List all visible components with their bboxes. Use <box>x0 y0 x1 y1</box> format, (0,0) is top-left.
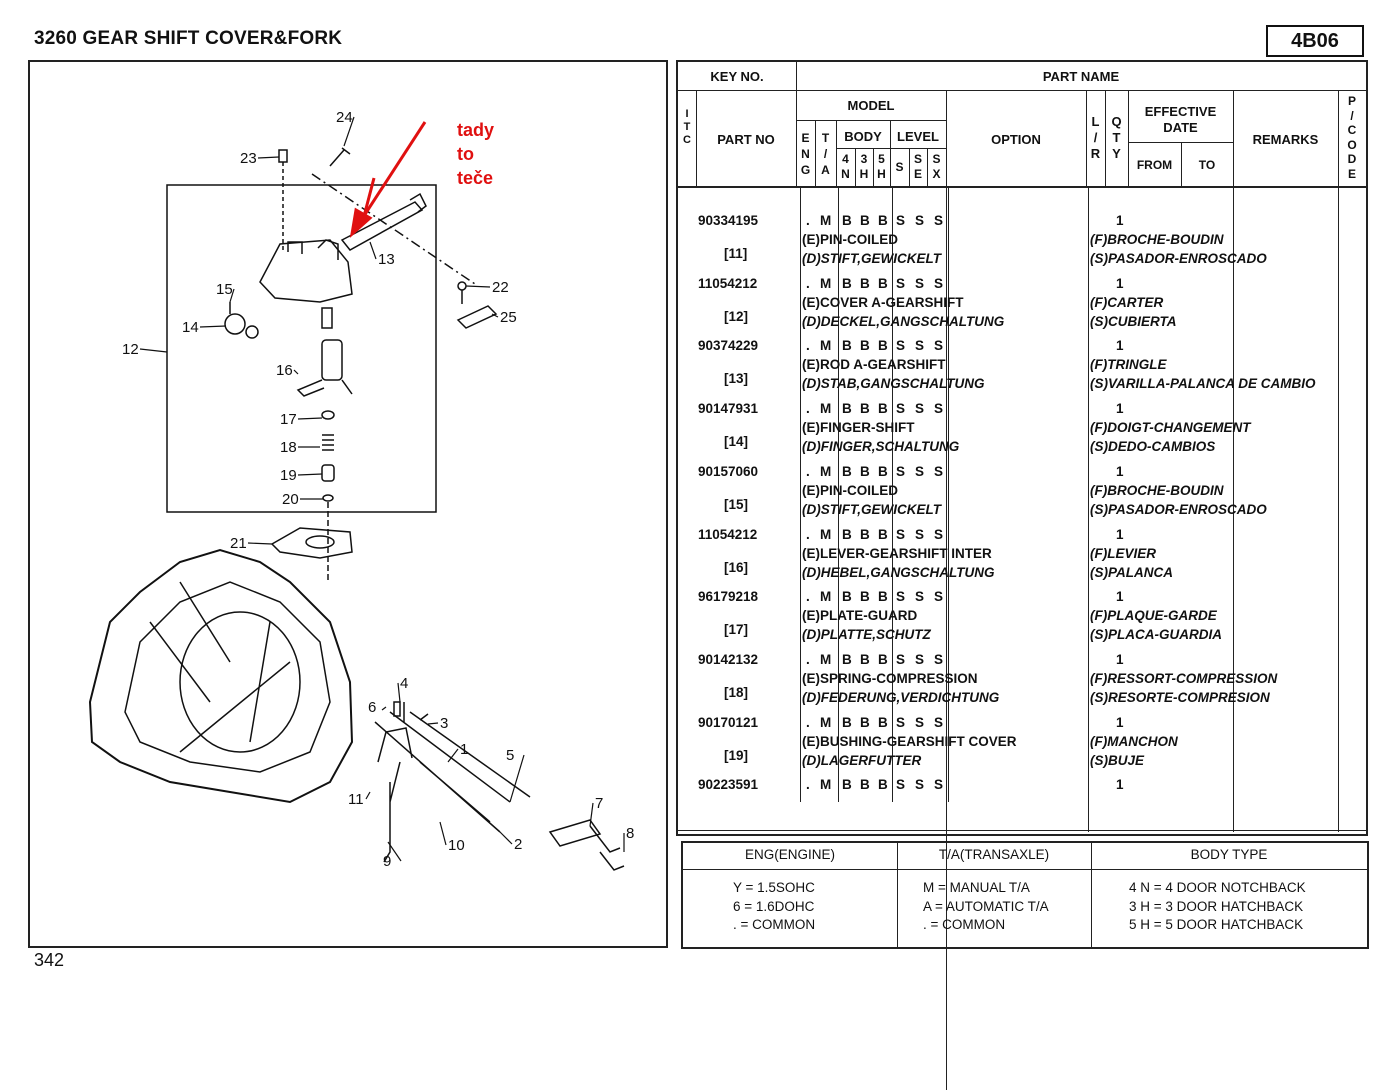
model-code: . <box>806 526 810 542</box>
table-row <box>678 586 1366 648</box>
callout-23: 23 <box>240 150 257 167</box>
model-code: S <box>915 777 925 793</box>
model-code: . <box>806 651 810 667</box>
table-row <box>678 524 1366 586</box>
model-code: B <box>878 589 888 605</box>
header-part-no: PART NO <box>717 132 775 147</box>
table-row <box>678 649 1366 711</box>
model-code: . <box>806 777 810 793</box>
legend-body-title: BODY TYPE <box>1190 847 1268 862</box>
model-code: S <box>915 714 925 730</box>
header-remarks: REMARKS <box>1252 132 1319 147</box>
callout-10: 10 <box>448 837 465 854</box>
key-number: [19] <box>724 747 749 763</box>
model-code: S <box>915 463 925 479</box>
model-code: B <box>878 401 888 417</box>
model-code: M <box>820 589 832 605</box>
header-model: MODEL <box>847 98 895 113</box>
header-qty: Q T Y <box>1111 114 1122 161</box>
name-german: (D)FEDERUNG,VERDICHTUNG <box>802 689 1000 705</box>
key-number: [17] <box>724 622 749 638</box>
callout-24: 24 <box>336 109 353 126</box>
callout-22: 22 <box>492 279 509 296</box>
key-number: [18] <box>724 684 749 700</box>
legend-line: 6 = 1.6DOHC <box>733 898 815 914</box>
callout-8: 8 <box>626 825 635 842</box>
quantity: 1 <box>1116 401 1124 417</box>
legend-transaxle <box>897 843 1091 947</box>
callout-13: 13 <box>378 251 395 268</box>
header-part-name: PART NAME <box>1042 69 1120 84</box>
model-code: B <box>878 714 888 730</box>
callout-6: 6 <box>368 699 377 716</box>
name-english: (E)PIN-COILED <box>802 482 898 498</box>
name-english: (E)ROD A-GEARSHIFT <box>802 357 946 373</box>
model-code: B <box>842 275 852 291</box>
model-code: . <box>806 589 810 605</box>
model-code: B <box>860 213 870 228</box>
name-spanish: (S)PASADOR-ENROSCADO <box>1090 501 1267 517</box>
model-code: . <box>806 213 810 228</box>
name-german: (D)STAB,GANGSCHALTUNG <box>802 376 985 392</box>
callout-7: 7 <box>595 795 604 812</box>
part-number: 90374229 <box>698 338 759 354</box>
model-code: B <box>860 275 870 291</box>
model-code: S <box>934 213 944 228</box>
table-row <box>678 774 1366 836</box>
model-code: B <box>860 338 870 354</box>
legend-line: Y = 1.5SOHC <box>733 880 815 895</box>
key-number: [12] <box>724 308 749 324</box>
annotation-line: tady <box>457 120 495 140</box>
model-code: B <box>878 651 888 667</box>
name-spanish: (S)BUJE <box>1090 752 1145 768</box>
quantity: 1 <box>1116 651 1124 667</box>
model-code: S <box>934 651 944 667</box>
model-code: B <box>860 651 870 667</box>
key-number: [16] <box>724 559 749 575</box>
callout-2: 2 <box>514 836 523 853</box>
model-code: B <box>842 777 852 793</box>
name-french: (F)PLAQUE-GARDE <box>1090 608 1217 624</box>
header-picode: P / C O D E <box>1347 94 1357 181</box>
model-code: B <box>860 463 870 479</box>
header-itc: I T C <box>683 108 691 146</box>
legend-engine <box>683 843 897 947</box>
table-row <box>678 210 1366 272</box>
handwritten-annotation <box>457 118 494 190</box>
header-from: FROM <box>1136 158 1173 172</box>
header-effective-date: EFFECTIVE DATE <box>1144 104 1217 135</box>
header-eng: E N G <box>800 131 811 177</box>
model-code: M <box>820 714 832 730</box>
model-code: S <box>896 275 906 291</box>
name-english: (E)LEVER-GEARSHIFT INTER <box>802 545 992 561</box>
header-lr: L / R <box>1090 114 1101 161</box>
parts-table <box>676 60 1368 836</box>
name-french: (F)RESSORT-COMPRESSION <box>1090 670 1278 686</box>
name-german: (D)STIFT,GEWICKELT <box>802 251 941 266</box>
page-number: 342 <box>34 950 65 970</box>
header-to: TO <box>1198 158 1216 172</box>
callout-17: 17 <box>280 411 297 428</box>
model-code: B <box>842 651 852 667</box>
model-code: S <box>896 777 906 793</box>
name-spanish: (S)RESORTE-COMPRESION <box>1090 689 1270 705</box>
callout-3: 3 <box>440 715 449 732</box>
model-code: B <box>860 777 870 793</box>
name-spanish: (S)PALANCA <box>1090 564 1173 580</box>
page-title: 3260 GEAR SHIFT COVER&FORK <box>34 28 343 49</box>
annotation-line: to <box>457 144 474 164</box>
model-code: M <box>820 338 832 354</box>
name-german: (D)HEBEL,GANGSCHALTUNG <box>802 564 995 580</box>
name-german: (D)DECKEL,GANGSCHALTUNG <box>802 313 1005 329</box>
model-code: S <box>896 589 906 605</box>
quantity: 1 <box>1116 463 1124 479</box>
legend-engine-title: ENG(ENGINE) <box>744 847 835 862</box>
model-code: B <box>878 338 888 354</box>
model-code: S <box>934 463 944 479</box>
model-code: . <box>806 401 810 417</box>
part-number: 11054212 <box>698 526 758 542</box>
name-french: (F)CARTER <box>1090 294 1164 310</box>
model-code: S <box>915 213 925 228</box>
key-number: [14] <box>724 434 749 450</box>
legend-line: 4 N = 4 DOOR NOTCHBACK <box>1129 880 1306 895</box>
legend-line: 5 H = 5 DOOR HATCHBACK <box>1129 917 1304 932</box>
model-code: B <box>842 463 852 479</box>
model-code: S <box>915 526 925 542</box>
part-number: 90142132 <box>698 651 759 667</box>
model-code: S <box>915 651 925 667</box>
model-code: S <box>915 275 925 291</box>
name-english: (E)COVER A-GEARSHIFT <box>802 294 964 310</box>
model-code: . <box>806 714 810 730</box>
name-german: (D)PLATTE,SCHUTZ <box>802 627 931 643</box>
legend-body-type <box>1091 843 1367 947</box>
name-german: (D)LAGERFUTTER <box>802 752 922 768</box>
annotation-line: teče <box>457 168 494 188</box>
quantity: 1 <box>1116 338 1124 354</box>
model-code: S <box>896 338 906 354</box>
model-code: M <box>820 275 832 291</box>
code-legend <box>681 841 1369 949</box>
legend-line: . = COMMON <box>923 917 1006 932</box>
quantity: 1 <box>1116 714 1124 730</box>
model-code: S <box>934 589 944 605</box>
model-code: S <box>915 589 925 605</box>
callout-1: 1 <box>460 741 469 758</box>
part-number: 90147931 <box>698 401 759 417</box>
legend-line: M = MANUAL T/A <box>923 880 1030 895</box>
model-code: S <box>896 526 906 542</box>
model-code: S <box>934 526 944 542</box>
name-spanish: (S)CUBIERTA <box>1090 313 1177 329</box>
callout-5: 5 <box>506 747 515 764</box>
callout-15: 15 <box>216 281 233 298</box>
name-french: (F)BROCHE-BOUDIN <box>1090 482 1224 498</box>
name-english: (E)SPRING-COMPRESSION <box>802 670 978 686</box>
callout-21: 21 <box>230 535 247 552</box>
model-code: B <box>842 714 852 730</box>
name-french: (F)BROCHE-BOUDIN <box>1090 232 1224 247</box>
model-code: B <box>878 213 888 228</box>
quantity: 1 <box>1116 589 1124 605</box>
table-row <box>678 712 1366 774</box>
model-code: S <box>934 777 944 793</box>
model-code: M <box>820 401 832 417</box>
model-code: B <box>860 526 870 542</box>
header-key-no: KEY NO. <box>710 69 764 84</box>
name-french: (F)DOIGT-CHANGEMENT <box>1090 420 1251 436</box>
key-number: [13] <box>724 371 749 387</box>
model-code: S <box>934 338 944 354</box>
part-number: 90170121 <box>698 714 759 730</box>
legend-line: A = AUTOMATIC T/A <box>923 898 1049 914</box>
name-spanish: (S)PASADOR-ENROSCADO <box>1090 251 1267 266</box>
model-code: M <box>820 777 832 793</box>
model-code: B <box>860 714 870 730</box>
legend-line: 3 H = 3 DOOR HATCHBACK <box>1129 898 1304 914</box>
name-english: (E)PIN-COILED <box>802 232 898 247</box>
name-french: (F)LEVIER <box>1090 545 1156 561</box>
callout-9: 9 <box>383 853 392 870</box>
model-code: B <box>842 526 852 542</box>
name-english: (E)BUSHING-GEARSHIFT COVER <box>802 733 1017 749</box>
legend-transaxle-title: T/A(TRANSAXLE) <box>938 847 1050 862</box>
model-code: M <box>820 463 832 479</box>
header-ta: T / A <box>821 131 830 177</box>
model-code: B <box>878 526 888 542</box>
quantity: 1 <box>1116 777 1124 793</box>
table-row <box>678 335 1366 397</box>
model-code: B <box>842 338 852 354</box>
quantity: 1 <box>1116 213 1124 228</box>
part-number: 96179218 <box>698 589 759 605</box>
header-5h: 5 H <box>877 152 886 181</box>
section-code: 4B06 <box>1266 25 1364 57</box>
callout-19: 19 <box>280 467 297 484</box>
header-3h: 3 H <box>859 152 869 181</box>
model-code: . <box>806 463 810 479</box>
model-code: M <box>820 651 832 667</box>
callout-25: 25 <box>500 309 517 326</box>
legend-line: . = COMMON <box>733 917 816 932</box>
name-german: (D)FINGER,SCHALTUNG <box>802 439 960 455</box>
table-row <box>678 398 1366 460</box>
red-arrow-icon <box>30 62 666 946</box>
model-code: S <box>934 714 944 730</box>
callout-20: 20 <box>282 491 299 508</box>
table-row <box>678 273 1366 335</box>
name-english: (E)FINGER-SHIFT <box>802 420 915 436</box>
key-number: [15] <box>724 496 749 512</box>
model-code: B <box>860 589 870 605</box>
name-spanish: (S)PLACA-GUARDIA <box>1090 627 1222 643</box>
header-se: S E <box>913 152 922 181</box>
header-body: BODY <box>844 129 882 144</box>
name-german: (D)STIFT,GEWICKELT <box>802 501 941 517</box>
model-code: B <box>842 589 852 605</box>
model-code: B <box>878 463 888 479</box>
model-code: B <box>842 401 852 417</box>
model-code: S <box>934 275 944 291</box>
model-code: B <box>860 401 870 417</box>
quantity: 1 <box>1116 526 1124 542</box>
model-code: S <box>934 401 944 417</box>
header-option: OPTION <box>991 132 1041 147</box>
name-french: (F)MANCHON <box>1090 733 1178 749</box>
callout-14: 14 <box>182 319 199 336</box>
key-number: [11] <box>724 246 748 261</box>
model-code: S <box>896 463 906 479</box>
model-code: S <box>896 714 906 730</box>
callout-12: 12 <box>122 341 139 358</box>
model-code: S <box>896 401 906 417</box>
model-code: S <box>915 401 925 417</box>
model-code: S <box>896 213 906 228</box>
model-code: B <box>842 213 852 228</box>
name-english: (E)PLATE-GUARD <box>802 608 918 624</box>
part-number: 90334195 <box>698 213 759 228</box>
model-code: . <box>806 275 810 291</box>
table-row <box>678 461 1366 523</box>
part-number: 11054212 <box>698 275 758 291</box>
exploded-diagram <box>28 60 668 948</box>
part-number: 90157060 <box>698 463 759 479</box>
name-french: (F)TRINGLE <box>1090 357 1167 373</box>
name-spanish: (S)DEDO-CAMBIOS <box>1090 439 1216 455</box>
model-code: M <box>820 526 832 542</box>
name-spanish: (S)VARILLA-PALANCA DE CAMBIO <box>1090 376 1316 392</box>
model-code: B <box>878 275 888 291</box>
header-4n: 4 N <box>841 152 850 181</box>
model-code: S <box>896 651 906 667</box>
model-code: . <box>806 338 810 354</box>
header-s: S <box>895 160 904 174</box>
callout-18: 18 <box>280 439 297 456</box>
quantity: 1 <box>1116 275 1124 291</box>
header-level: LEVEL <box>897 129 939 144</box>
callout-4: 4 <box>400 675 409 692</box>
callout-16: 16 <box>276 362 293 379</box>
model-code: M <box>820 213 832 228</box>
model-code: S <box>915 338 925 354</box>
callout-11: 11 <box>348 791 364 808</box>
part-number: 90223591 <box>698 777 759 793</box>
header-sx: S X <box>932 152 941 181</box>
model-code: B <box>878 777 888 793</box>
